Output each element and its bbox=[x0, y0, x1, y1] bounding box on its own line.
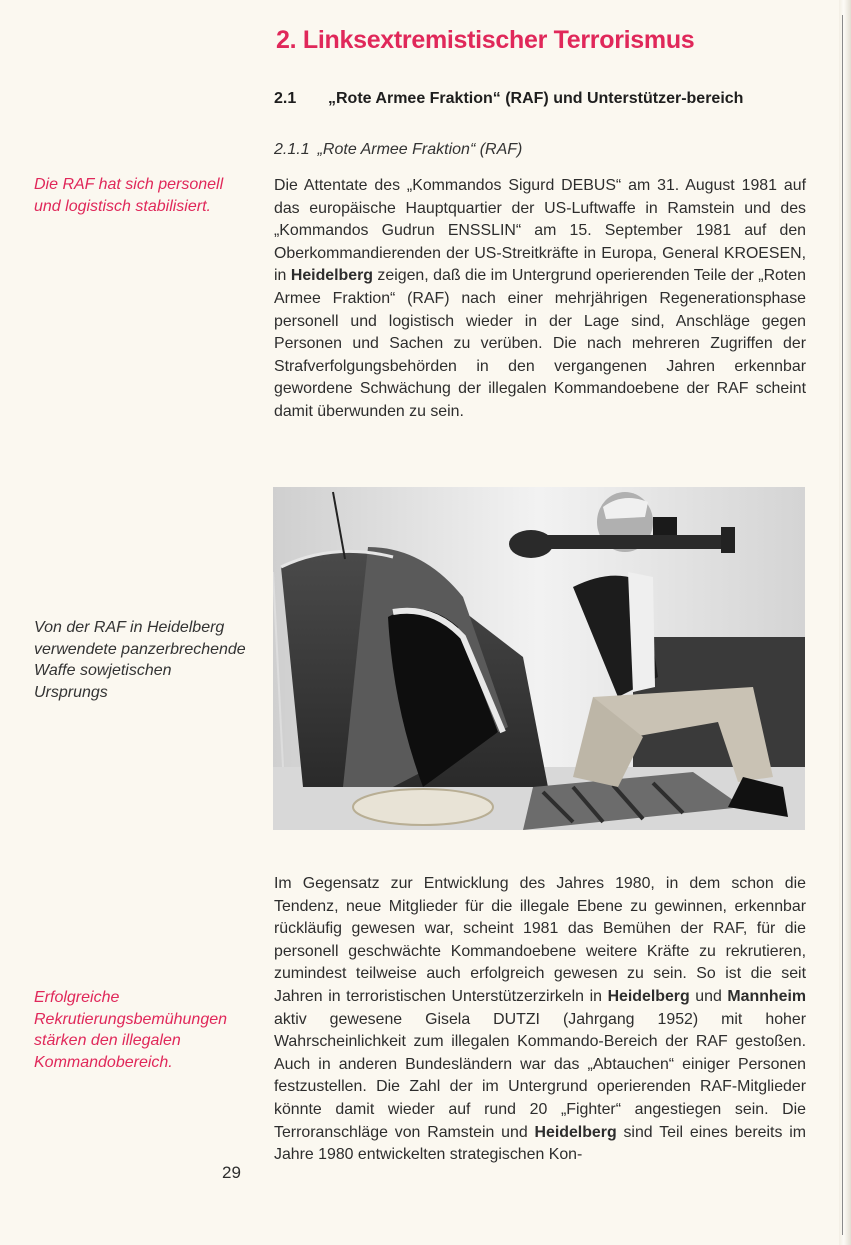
subsection-title: „Rote Armee Fraktion“ (RAF) bbox=[317, 141, 523, 158]
section-number: 2.1 bbox=[274, 90, 297, 107]
margin-note-stabilised: Die RAF hat sich personell und logistisch stabilisiert. bbox=[34, 176, 224, 215]
subsection-number: 2.1.1 bbox=[274, 141, 310, 158]
text-run: und bbox=[689, 987, 728, 1005]
paragraph-attacks bbox=[274, 175, 806, 424]
section-title: „Rote Armee Fraktion“ (RAF) und Unterstützer-bereich bbox=[328, 90, 744, 107]
bold-place: Heidelberg bbox=[607, 987, 690, 1005]
margin-note-photo-caption: Von der RAF in Heidelberg verwendete panzerbrechende Waffe sowjetischen Ursprungs bbox=[34, 619, 246, 701]
chapter-heading: 2. Linksextremistischer Terrorismus bbox=[276, 26, 695, 54]
section-heading bbox=[274, 88, 784, 109]
page-edge bbox=[839, 0, 851, 1245]
text-run: zeigen, daß die im Untergrund operierenden Teile der „Roten Armee Fraktion“ (RAF) nach einer mehrjährigen Regenerationsphase personell und logistisch wieder in der Lage sind, Anschläge gegen Personen und Sachen zu verüben. Die nach mehreren Zugriffen der Strafverfolgungsbehörden in den vergangenen Jahren erkennbar gewordene Schwächung der illegalen Kommandoebene der RAF scheint damit überwunden zu sein. bbox=[274, 267, 806, 420]
photo-weapon-demonstration bbox=[273, 487, 805, 830]
text-run: sind Teil eines bereits im Jahre 1980 entwickelten strategischen Kon- bbox=[274, 1123, 806, 1164]
text-run: aktiv gewesene Gisela DUTZI (Jahrgang 1952) mit hoher Wahrscheinlichkeit zum illegalen Kommando-Bereich der RAF gestoßen. Auch in anderen Bundesländern war das „Abtauchen“ einiger Personen festzustellen. Die Zahl der im Untergrund operierenden RAF-Mitglieder könnte damit wieder auf rund 20 „Fighter“ angestiegen sein. Die Terroranschläge von Ramstein und bbox=[274, 1010, 806, 1141]
page-number: 29 bbox=[222, 1163, 241, 1182]
page-edge-line bbox=[842, 15, 843, 1235]
text-run: Die Attentate des „Kommandos Sigurd DEBUS“ am 31. August 1981 auf das europäische Hauptquartier der US-Luftwaffe in Ramstein und des „Kommandos Gudrun ENSSLIN“ am 15. September 1981 auf den Oberkommandierenden der US-Streitkräfte in Europa, General KROESEN, in bbox=[274, 177, 806, 285]
margin-note-recruitment: Erfolgreiche Rekrutierungsbemühungen stärken den illegalen Kommandobereich. bbox=[34, 989, 228, 1071]
bold-place: Heidelberg bbox=[290, 267, 373, 285]
subsection-heading bbox=[274, 141, 522, 159]
bold-place: Heidelberg bbox=[534, 1123, 617, 1141]
paragraph-recruitment bbox=[274, 873, 806, 1167]
photo-illustration bbox=[273, 487, 805, 830]
bold-place: Mannheim bbox=[727, 987, 806, 1005]
text-run: Im Gegensatz zur Entwicklung des Jahres 1980, in dem schon die Tendenz, neue Mitglieder für die illegale Ebene zu gewinnen, erkennbar rückläufig gewesen war, scheint 1981 das Bemühen der RAF, für die personell geschwächte Kommandoebene weitere Kräfte zu rekrutieren, zumindest teilweise auch erfolgreich gewesen zu sein. So ist die seit Jahren in terroristischen Unterstützerzirkeln in bbox=[274, 875, 806, 1005]
